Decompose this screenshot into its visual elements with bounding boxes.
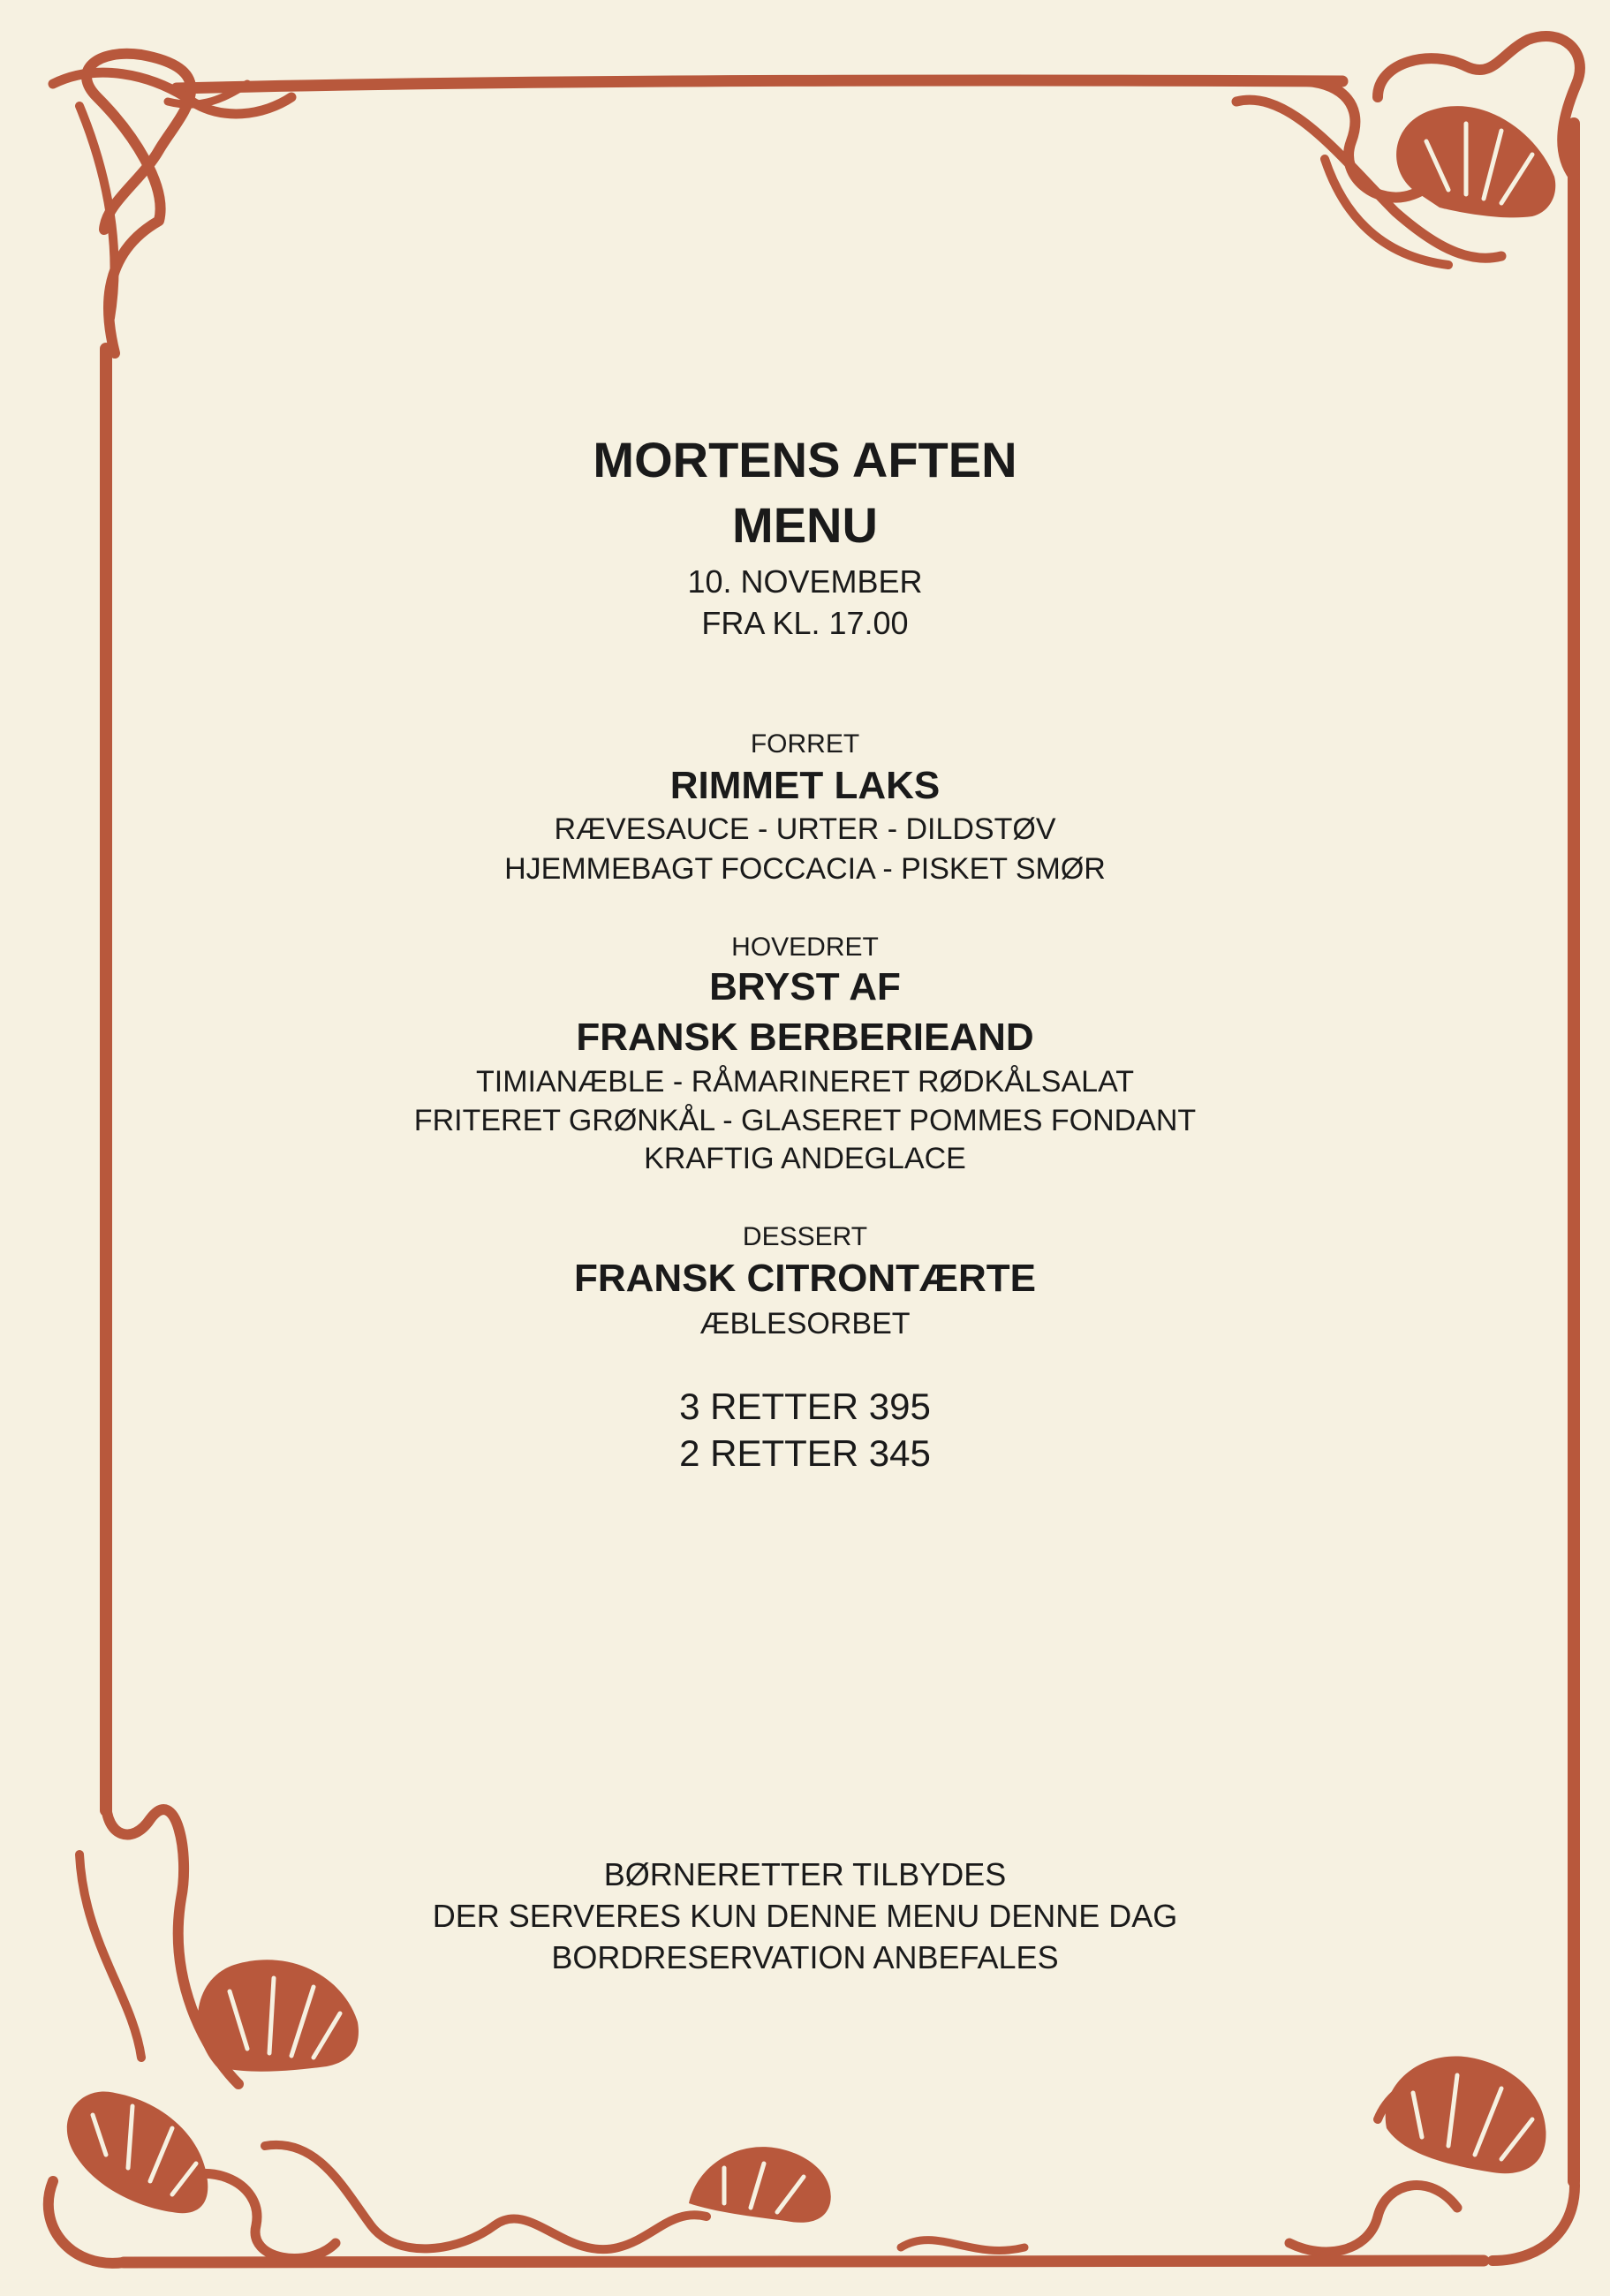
course-detail: ÆBLESORBET [699,1307,911,1341]
course-detail: RÆVESAUCE - URTER - DILDSTØV [554,812,1056,846]
course-category-forret: FORRET [750,729,860,759]
course-detail: FRITERET GRØNKÅL - GLASERET POMMES FONDANT [413,1104,1197,1137]
menu-date: 10. NOVEMBER [687,563,923,600]
course-dish-hovedret-line2: FRANSK BERBERIEAND [576,1016,1034,1059]
menu-title-line2: MENU [732,497,878,553]
course-dish-hovedret-line1: BRYST AF [709,965,901,1008]
footer-note: BØRNERETTER TILBYDES [603,1856,1007,1892]
course-dish-dessert: FRANSK CITRONTÆRTE [573,1257,1037,1300]
footer-note: DER SERVERES KUN DENNE MENU DENNE DAG [432,1898,1178,1934]
course-category-hovedret: HOVEDRET [731,933,879,962]
menu-title-line1: MORTENS AFTEN [593,432,1017,487]
price-2-courses: 2 RETTER 345 [679,1432,931,1474]
course-category-dessert: DESSERT [742,1222,868,1251]
course-detail: TIMIANÆBLE - RÅMARINERET RØDKÅLSALAT [476,1065,1134,1099]
course-dish-forret: RIMMET LAKS [669,764,941,807]
course-detail: HJEMMEBAGT FOCCACIA - PISKET SMØR [504,852,1106,886]
menu-time: FRA KL. 17.00 [701,605,909,641]
footer-note: BORDRESERVATION ANBEFALES [551,1939,1059,1975]
course-detail: KRAFTIG ANDEGLACE [644,1142,966,1175]
price-3-courses: 3 RETTER 395 [679,1386,931,1427]
